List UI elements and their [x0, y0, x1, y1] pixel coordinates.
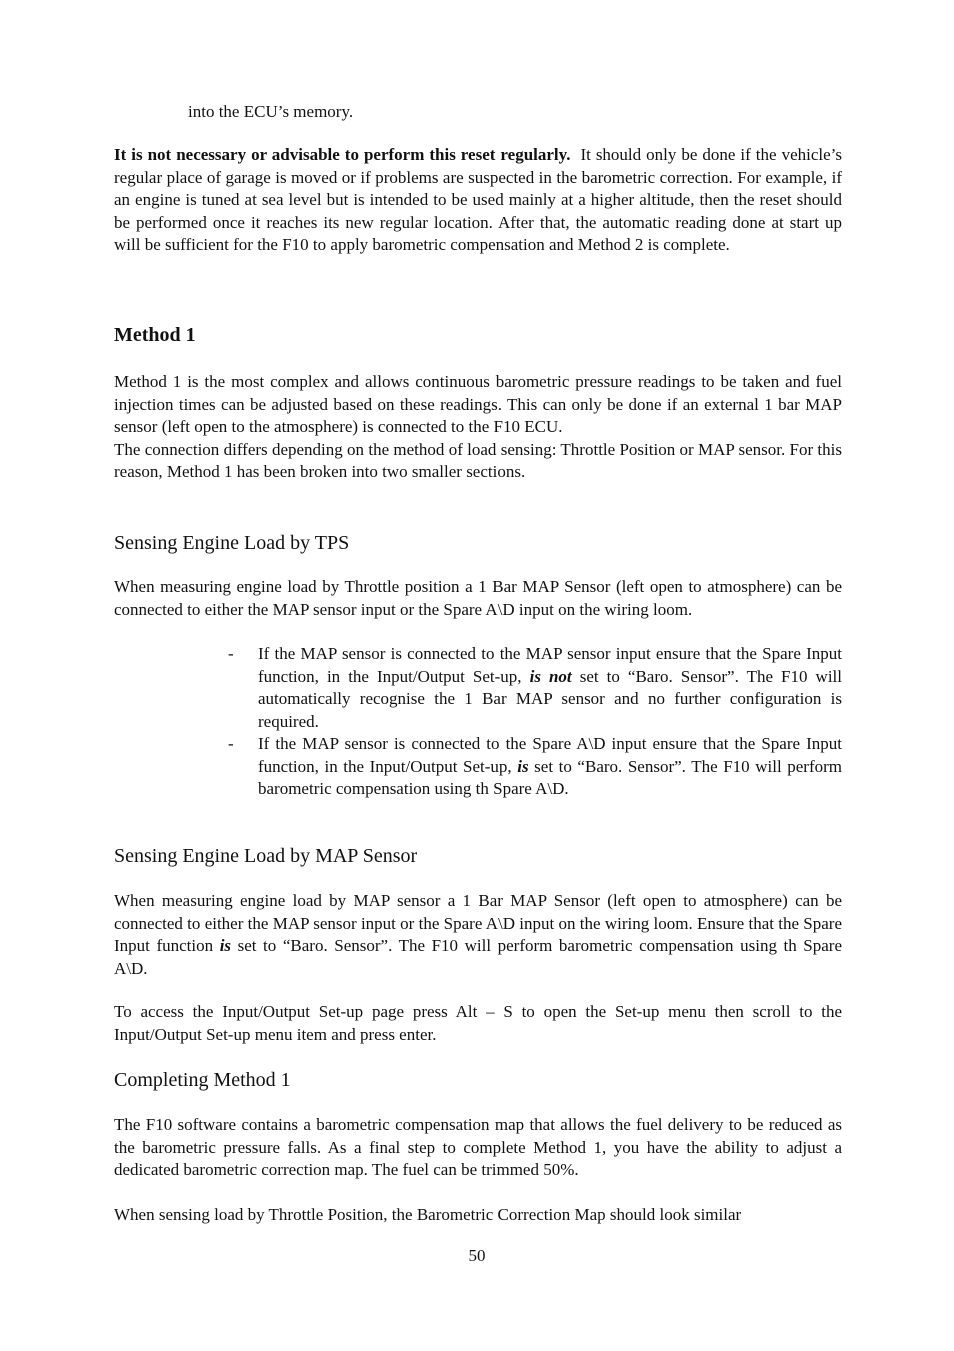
method1-intro: [114, 371, 842, 484]
bullet2-after: set to “Baro. Sensor”. The F10 will perform barometric compensation using th Spare A\D.: [258, 756, 843, 798]
bullet-dash: -: [228, 644, 234, 663]
completing-heading: Completing Method 1: [114, 1069, 291, 1091]
tps-heading: Sensing Engine Load by TPS: [114, 532, 350, 554]
page-number: 50: [468, 1246, 486, 1265]
map-emphasis: is: [219, 936, 232, 955]
bullet2-before: If the MAP sensor is connected to the Spare A\D input ensure that the Spare Input function, in the Input/Output Set-up,: [258, 734, 842, 776]
tps-bullet-list: [228, 643, 842, 801]
bullet1-emphasis: is not: [529, 666, 572, 686]
reset-warning-bold: It is not necessary or advisable to perform this reset regularly.: [114, 145, 571, 164]
bullet-dash: -: [228, 734, 234, 753]
reset-paragraph-text: It should only be done if the vehicle’s regular place of garage is moved or if problems are suspected in the barometric correction. For example, if an engine is tuned at sea level but is intended to be used mainly at a higher altitude, then the reset should be performed once it reaches its new regular location. After that, the automatic reading done at start up will be sufficient for the F10 to apply barometric compensation and Method 2 is complete.: [114, 145, 842, 254]
reset-paragraph: [114, 144, 842, 257]
access-instructions: To access the Input/Output Set-up page press Alt – S to open the Set-up menu then scroll to the Input/Output Set-up menu item and press enter.: [114, 1002, 842, 1044]
tps-bullet-spare-input: [228, 733, 842, 801]
tps-intro: When measuring engine load by Throttle position a 1 Bar MAP Sensor (left open to atmosphere) can be connected to either the MAP sensor input or the Spare A\D input on the wiring loom.: [114, 577, 842, 619]
completing-paragraph-2: When sensing load by Throttle Position, the Barometric Correction Map should look similar: [114, 1205, 742, 1224]
tps-bullet-map-input: [228, 643, 842, 733]
method1-para2: The connection differs depending on the method of load sensing: Throttle Position or MAP sensor. For this reason, Method 1 has been broken into two smaller sections.: [114, 439, 842, 481]
continuation-line: into the ECU’s memory.: [188, 102, 354, 121]
map-heading: Sensing Engine Load by MAP Sensor: [114, 845, 418, 867]
bullet2-emphasis: is: [517, 756, 529, 776]
method1-para1: Method 1 is the most complex and allows continuous barometric pressure readings to be taken and fuel injection times can be adjusted based on these readings. This can only be done if an external 1 bar MAP sensor (left open to the atmosphere) is connected to the F10 ECU.: [114, 372, 842, 436]
map-para-after: set to “Baro. Sensor”. The F10 will perform barometric compensation using th Spare A\D.: [114, 936, 843, 978]
method1-heading: Method 1: [114, 324, 196, 346]
bullet1-before: If the MAP sensor is connected to the MAP sensor input ensure that the Spare Input function, in the Input/Output Set-up,: [258, 644, 842, 686]
map-para-before: When measuring engine load by MAP sensor a 1 Bar MAP Sensor (left open to atmosphere) can be connected to either the MAP sensor input or the Spare A\D input on the wiring loom. Ensure that the Spare Input function: [114, 891, 842, 955]
map-paragraph: [114, 890, 842, 980]
bullet1-after: set to “Baro. Sensor”. The F10 will automatically recognise the 1 Bar MAP sensor and no further configuration is required.: [258, 666, 843, 731]
completing-paragraph: The F10 software contains a barometric compensation map that allows the fuel delivery to be reduced as the barometric pressure falls. As a final step to complete Method 1, you have the ability to adjust a dedicated barometric correction map. The fuel can be trimmed 50%.: [114, 1115, 842, 1179]
